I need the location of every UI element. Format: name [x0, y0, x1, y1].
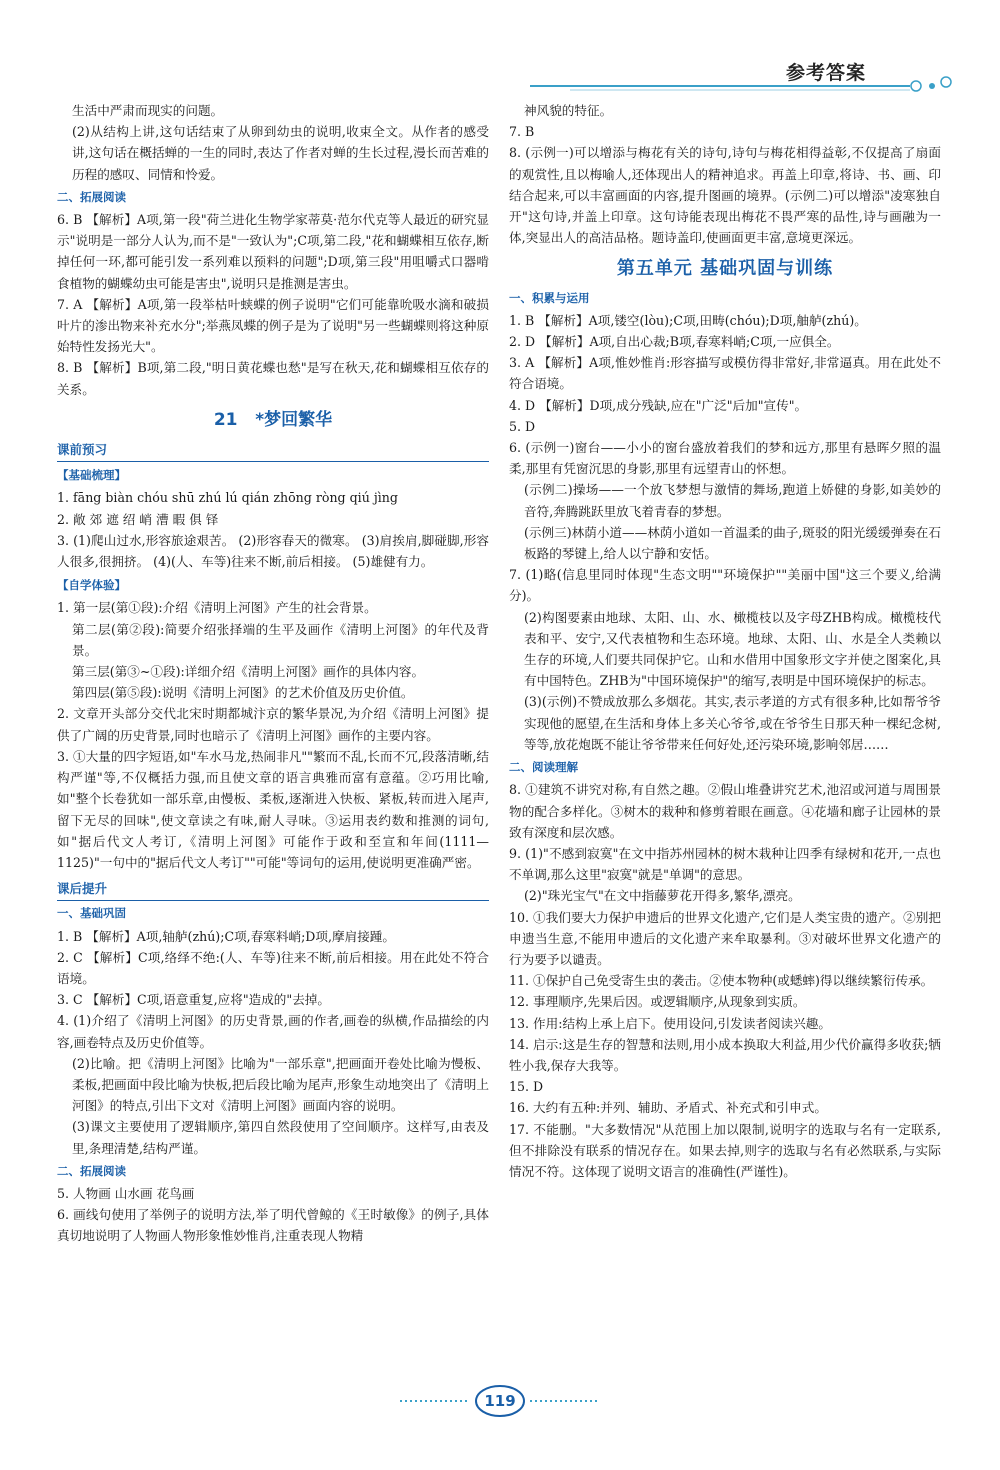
section-banner-preview: 课前预习 — [57, 439, 489, 462]
section-heading: 二、拓展阅读 — [57, 189, 126, 204]
answer-item: 8. (示例一)可以增添与梅花有关的诗句,诗句与梅花相得益彰,不仅提高了扇面的观赏性,且以梅喻人,还体现出人的精神追求。再盖上印章,将诗、书、画、印结合起来,可以丰富画面的内容,提升图画的境界。(示例二)可以增添"凌寒独自开"这句诗,并盖上印章。这句诗能表现出梅花不畏严寒的品性,诗与画融为一体,突显出人的高洁品格。题诗盖印,使画面更丰富,意境更深远。 — [509, 145, 941, 246]
answer-item: (2)比喻。把《清明上河图》比喻为"一部乐章",把画面开卷处比喻为慢板、柔板,把画面中段比喻为快板,把后段比喻为尾声,形象生动地突出了《清明上河图》的特点,引出下文对《清明上河图》画面内容的说明。 — [72, 1055, 489, 1114]
unit-title: 第五单元 基础巩固与训练 — [616, 258, 834, 280]
answer-item: 6. 画线句使用了举例子的说明方法,举了明代曾鲸的《王时敏像》的例子,具体真切地说明了人物画人物形象惟妙惟肖,注重表现人物精 — [57, 1207, 489, 1244]
answer-item: (3)课文主要使用了逻辑顺序,第四自然段使用了空间顺序。这样写,由表及里,条理清楚,结构严谨。 — [72, 1119, 489, 1156]
section-banner-after-class: 课后提升 — [57, 878, 489, 901]
answer-item: 1. 第一层(第①段):介绍《清明上河图》产生的社会背景。 — [57, 600, 377, 616]
page-number: 119 — [484, 1392, 516, 1410]
answer-item: 14. 启示:这是生存的智慧和法则,用小成本换取大利益,用少代价赢得多收获;牺牲小我,保存大我等。 — [509, 1036, 941, 1073]
answer-item: 2. D 【解析】A项,自出心裁;B项,春寒料峭;C项,一应俱全。 — [509, 334, 840, 350]
tag-basic: 【基础梳理】 — [57, 468, 126, 483]
tag-self: 【自学体验】 — [57, 578, 126, 593]
answer-item: 8. B 【解析】B项,第二段,"明日黄花蝶也愁"是写在秋天,花和蝴蝶相互依存的关系。 — [57, 360, 489, 397]
section-heading: 二、阅读理解 — [509, 760, 578, 775]
answer-item: 4. (1)介绍了《清明上河图》的历史背景,画的作者,画卷的纵横,作品描绘的内容,画卷特点及历史价值等。 — [57, 1013, 489, 1050]
answer-item: 3. ①大量的四字短语,如"车水马龙,热闹非凡""繁而不乱,长而不冗,段落清晰,结构严谨"等,不仅概括力强,而且使文章的语言典雅而富有意蕴。②巧用比喻,如"整个长卷犹如一部乐章,由慢板、柔板,逐渐进入快板、紧板,转而进入尾声,留下无尽的回味",使文章读之有味,耐人寻味。③运用表约数和推测的词句,如"据后代文人考订,《清明上河图》可能作于政和至宣和年间(1111—1125)"一句中的"据后代文人考订""可能"等词句的运用,使说明更准确严密。 — [57, 748, 489, 870]
right-column — [509, 100, 941, 1182]
answer-item: 2. C 【解析】C项,络绎不绝:(人、车等)往来不断,前后相接。用在此处不符合语境。 — [57, 949, 489, 986]
lesson-number: 21 — [213, 409, 238, 430]
answer-item: 16. 大约有五种:并列、辅助、矛盾式、补充式和引申式。 — [509, 1100, 827, 1116]
answer-item: 13. 作用:结构上承上启下。使用设问,引发读者阅读兴趣。 — [509, 1015, 831, 1031]
answer-item: 8. ①建筑不讲究对称,有自然之趣。②假山堆叠讲究艺术,池沼或河道与周围景物的配合多样化。③树木的栽种和修剪着眼在画意。④花墙和廊子让园林的景致有深度和层次感。 — [509, 782, 941, 840]
answer-item: (示例二)操场——一个放飞梦想与激情的舞场,跑道上娇健的身影,如美妙的音符,奔腾跳跃里放飞着青春的梦想。 — [524, 482, 941, 519]
answer-item: 7. (1)略(信息里同时体现"生态文明""环境保护""美丽中国"这三个要义,给满分)。 — [509, 567, 941, 604]
answer-item: 12. 事理顺序,先果后因。或逻辑顺序,从现象到实质。 — [509, 994, 806, 1010]
left-column — [57, 100, 489, 1247]
answer-item: 7. A 【解析】A项,第一段举枯叶蛱蝶的例子说明"它们可能靠吮吸水滴和破损叶片的渗出物来补充水分";举燕凤蝶的例子是为了说明"另一些蝴蝶则将这种原始特性发扬光大"。 — [57, 296, 489, 355]
answer-item: 2. 敞 郊 遮 绍 峭 漕 暇 俱 铎 — [57, 511, 219, 527]
answer-item: 1. fāng biàn chóu shū zhú lú qián zhōng ròng qiú jìng — [57, 490, 398, 506]
answer-item: (2)"珠光宝气"在文中指藤萝花开得多,繁华,漂亮。 — [524, 888, 801, 904]
answer-text: 神风貌的特征。 — [524, 103, 613, 118]
answer-item: 9. (1)"不感到寂寞"在文中指苏州园林的树木栽种让四季有绿树和花开,一点也不单调,那么这里"寂寞"就是"单调"的意思。 — [509, 845, 941, 883]
lesson-title — [57, 410, 489, 431]
answer-item: 6. (示例一)窗台——小小的窗台盛放着我们的梦和远方,那里有悬晖夕照的温柔,那里有凭窗沉思的身影,那里有远望青山的怀想。 — [509, 440, 941, 477]
answer-item: 10. ①我们要大力保护申遗后的世界文化遗产,它们是人类宝贵的遗产。②别把申遗当生意,不能用申遗后的文化遗产来牟取暴利。③对破坏世界文化遗产的行为要予以谴责。 — [509, 909, 941, 967]
answer-item: 1. B 【解析】A项,镂空(lòu);C项,田畴(chóu);D项,舳舻(zhú)。 — [509, 312, 867, 328]
header-title: 参考答案 — [786, 62, 867, 84]
answer-item: 第四层(第⑤段):说明《清明上河图》的艺术价值及历史价值。 — [72, 685, 414, 701]
answer-item: 4. D 【解析】D项,成分残缺,应在"广泛"后加"宣传"。 — [509, 397, 808, 413]
lesson-name: *梦回繁华 — [255, 409, 333, 430]
answer-item: (示例三)林荫小道——林荫小道如一首温柔的曲子,斑驳的阳光缓缓弹奏在石板路的琴键上,给人以宁静和安恬。 — [524, 524, 941, 562]
answer-item: 3. C 【解析】C项,语意重复,应将"造成的"去掉。 — [57, 992, 330, 1008]
answer-item: 3. A 【解析】A项,惟妙惟肖:形容描写或模仿得非常好,非常逼真。用在此处不符合语境。 — [509, 355, 941, 392]
answer-item: 2. 文章开头部分交代北宋时期都城汴京的繁华景况,为介绍《清明上河图》提供了广阔的历史背景,同时也暗示了《清明上河图》画作的主要内容。 — [57, 706, 489, 743]
page-header — [0, 0, 1000, 105]
answer-item: 11. ①保护自己免受寄生虫的袭击。②使本物种(或蟋蟀)得以继续繁衍传承。 — [509, 973, 934, 989]
answer-item: 15. D — [509, 1079, 544, 1095]
answer-text: (2)从结构上讲,这句话结束了从卵到幼虫的说明,收束全文。从作者的感受讲,这句话在概括蝉的一生的同时,表达了作者对蝉的生长过程,漫长而苦难的历程的感叹、同情和怜爱。 — [72, 124, 489, 182]
answer-item: 3. (1)爬山过水,形容旅途艰苦。 (2)形容春天的微寒。 (3)肩挨肩,脚碰脚,形容人很多,很拥挤。 (4)(人、车等)往来不断,前后相接。 (5)雄健有力。 — [57, 532, 489, 570]
answer-item: 1. B 【解析】A项,轴舻(zhú);C项,春寒料峭;D项,摩肩接踵。 — [57, 928, 395, 944]
answer-item: 6. B 【解析】A项,第一段"荷兰进化生物学家蒂莫·范尔代克等人最近的研究显示"说明是一部分人认为,而不是"一致认为";C项,第二段,"花和蝴蝶相互依存,断掉任何一环,都可能引发一系列难以预料的问题";D项,第三段"用咀嚼式口器啃食植物的蝴蝶幼虫可能是害虫",说明只是推测是害虫。 — [57, 212, 489, 291]
section-heading: 二、拓展阅读 — [57, 1163, 126, 1178]
answer-item: 7. B — [509, 124, 535, 140]
answer-item: 17. 不能删。"大多数情况"从范围上加以限制,说明字的选取与名有一定联系,但不排除没有联系的情况存在。如果去掉,则字的选取与名有必然联系,与实际情况不符。这体现了说明文语言的准确性(严谨性)。 — [509, 1121, 941, 1179]
section-heading: 一、积累与运用 — [509, 290, 590, 305]
answer-item: 第二层(第②段):简要介绍张择端的生平及画作《清明上河图》的年代及背景。 — [72, 621, 489, 658]
section-heading: 一、基础巩固 — [57, 906, 126, 921]
answer-item: 5. D — [509, 418, 536, 434]
answer-item: (2)构图要素由地球、太阳、山、水、橄榄枝以及字母ZHB构成。橄榄枝代表和平、安宁,又代表植物和生态环境。地球、太阳、山、水是全人类赖以生存的环境,人们要共同保护它。山和水借用中国象形文字并使之图案化,具有中国特色。ZHB为"中国环境保护"的缩写,表明是中国环境保护的标志。 — [524, 609, 941, 689]
answer-item: 第三层(第③~①段):详细介绍《清明上河图》画作的具体内容。 — [72, 664, 425, 680]
answer-item: (3)(示例)不赞成放那么多烟花。其实,表示孝道的方式有很多种,比如帮爷爷实现他的愿望,在生活和身体上多关心爷爷,或在爷爷生日那天种一棵纪念树,等等,放花炮既不能让爷爷带来任何好处,还污染环境,影响邻居…… — [524, 694, 941, 752]
answer-text: 生活中严肃而现实的问题。 — [72, 103, 224, 118]
answer-item: 5. 人物画 山水画 花鸟画 — [57, 1185, 195, 1201]
